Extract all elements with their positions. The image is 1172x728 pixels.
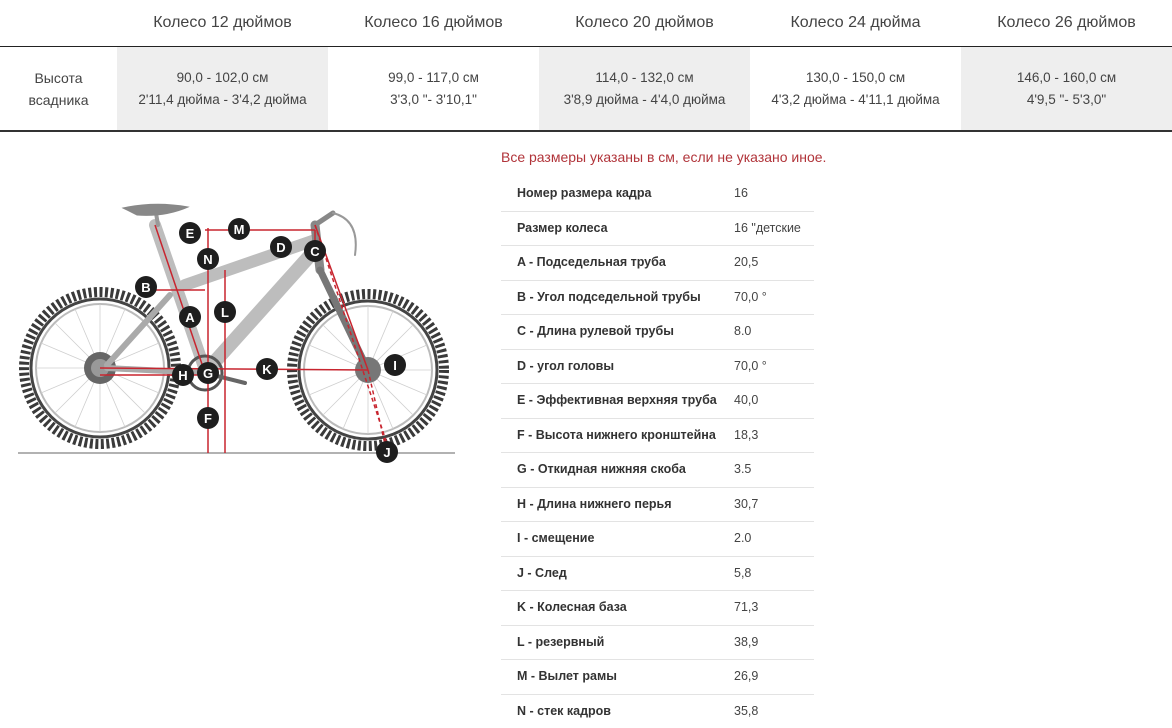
cell-inches: 4'9,5 "- 5'3,0" bbox=[1027, 89, 1106, 111]
units-note: Все размеры указаны в см, если не указано иное. bbox=[501, 149, 826, 165]
geometry-table bbox=[501, 177, 814, 728]
header-wheel-26: Колесо 26 дюймов bbox=[961, 0, 1172, 46]
svg-text:C: C bbox=[310, 244, 320, 259]
geo-param-value: 70,0 ° bbox=[734, 281, 767, 314]
table-row bbox=[501, 384, 814, 419]
cell-wheel-16 bbox=[328, 47, 539, 130]
svg-text:D: D bbox=[276, 240, 285, 255]
geo-param-name: C - Длина рулевой трубы bbox=[517, 315, 674, 348]
geo-param-name: B - Угол подседельной трубы bbox=[517, 281, 701, 314]
row-label-rider-height bbox=[0, 47, 117, 130]
geo-param-value: 71,3 bbox=[734, 591, 758, 624]
geo-param-name: M - Вылет рамы bbox=[517, 660, 617, 693]
table-row bbox=[501, 591, 814, 626]
svg-text:J: J bbox=[383, 445, 390, 460]
marker-E bbox=[179, 222, 201, 244]
table-row bbox=[501, 626, 814, 661]
geo-param-value: 8.0 bbox=[734, 315, 751, 348]
geo-param-value: 20,5 bbox=[734, 246, 758, 279]
marker-G bbox=[197, 362, 219, 384]
geo-param-name: Размер колеса bbox=[517, 212, 608, 245]
svg-text:N: N bbox=[203, 252, 212, 267]
cell-inches: 3'3,0 "- 3'10,1" bbox=[390, 89, 477, 111]
svg-text:H: H bbox=[178, 368, 187, 383]
geo-param-value: 16 bbox=[734, 177, 748, 210]
row-label-line-1: Высота bbox=[28, 67, 88, 89]
geo-param-value: 26,9 bbox=[734, 660, 758, 693]
table-row bbox=[501, 488, 814, 523]
marker-N bbox=[197, 248, 219, 270]
svg-text:I: I bbox=[393, 358, 397, 373]
geo-param-value: 18,3 bbox=[734, 419, 758, 452]
geo-param-name: J - След bbox=[517, 557, 567, 590]
cell-wheel-20 bbox=[539, 47, 750, 130]
rider-height-row bbox=[0, 47, 1172, 132]
table-row bbox=[501, 315, 814, 350]
geo-param-name: K - Колесная база bbox=[517, 591, 627, 624]
geo-param-name: L - резервный bbox=[517, 626, 604, 659]
geo-param-value: 30,7 bbox=[734, 488, 758, 521]
bike-geometry-diagram bbox=[15, 195, 465, 465]
svg-text:E: E bbox=[186, 226, 195, 241]
geo-param-name: F - Высота нижнего кронштейна bbox=[517, 419, 716, 452]
cell-cm: 99,0 - 117,0 см bbox=[388, 67, 479, 89]
header-wheel-16: Колесо 16 дюймов bbox=[328, 0, 539, 46]
geo-param-name: A - Подседельная труба bbox=[517, 246, 666, 279]
geo-param-value: 2.0 bbox=[734, 522, 751, 555]
geo-param-name: G - Откидная нижняя скоба bbox=[517, 453, 686, 486]
geo-param-value: 16 "детские bbox=[734, 212, 801, 245]
row-label-line-2: всадника bbox=[28, 89, 88, 111]
marker-H bbox=[172, 364, 194, 386]
table-row bbox=[501, 212, 814, 247]
cell-wheel-24 bbox=[750, 47, 961, 130]
geo-param-value: 3.5 bbox=[734, 453, 751, 486]
cell-inches: 3'8,9 дюйма - 4'4,0 дюйма bbox=[564, 89, 726, 111]
table-row bbox=[501, 246, 814, 281]
marker-M bbox=[228, 218, 250, 240]
svg-text:K: K bbox=[262, 362, 272, 377]
geo-param-name: E - Эффективная верхняя труба bbox=[517, 384, 717, 417]
svg-text:L: L bbox=[221, 305, 229, 320]
cell-cm: 90,0 - 102,0 см bbox=[177, 67, 269, 89]
marker-D bbox=[270, 236, 292, 258]
marker-C bbox=[304, 240, 326, 262]
cell-cm: 130,0 - 150,0 см bbox=[806, 67, 905, 89]
table-row bbox=[501, 695, 814, 728]
table-header-row bbox=[0, 0, 1172, 47]
svg-text:B: B bbox=[141, 280, 150, 295]
geo-param-name: I - смещение bbox=[517, 522, 594, 555]
svg-text:F: F bbox=[204, 411, 212, 426]
table-row bbox=[501, 281, 814, 316]
table-row bbox=[501, 350, 814, 385]
marker-L bbox=[214, 301, 236, 323]
table-row bbox=[501, 419, 814, 454]
table-row bbox=[501, 660, 814, 695]
marker-J bbox=[376, 441, 398, 463]
header-wheel-12: Колесо 12 дюймов bbox=[117, 0, 328, 46]
marker-K bbox=[256, 358, 278, 380]
geo-param-name: Номер размера кадра bbox=[517, 177, 651, 210]
table-row bbox=[501, 177, 814, 212]
cell-cm: 114,0 - 132,0 см bbox=[595, 67, 693, 89]
marker-B bbox=[135, 276, 157, 298]
header-wheel-20: Колесо 20 дюймов bbox=[539, 0, 750, 46]
header-wheel-24: Колесо 24 дюйма bbox=[750, 0, 961, 46]
svg-text:M: M bbox=[234, 222, 245, 237]
cell-cm: 146,0 - 160,0 см bbox=[1017, 67, 1116, 89]
marker-A bbox=[179, 306, 201, 328]
cell-inches: 2'11,4 дюйма - 3'4,2 дюйма bbox=[138, 89, 306, 111]
geo-param-value: 5,8 bbox=[734, 557, 751, 590]
cell-wheel-12 bbox=[117, 47, 328, 130]
cell-inches: 4'3,2 дюйма - 4'11,1 дюйма bbox=[771, 89, 939, 111]
table-row bbox=[501, 557, 814, 592]
geo-param-value: 70,0 ° bbox=[734, 350, 767, 383]
marker-F bbox=[197, 407, 219, 429]
svg-text:G: G bbox=[203, 366, 213, 381]
cell-wheel-26 bbox=[961, 47, 1172, 130]
geo-param-name: D - угол головы bbox=[517, 350, 614, 383]
geo-param-value: 35,8 bbox=[734, 695, 758, 728]
geo-param-name: N - стек кадров bbox=[517, 695, 611, 728]
geo-param-value: 40,0 bbox=[734, 384, 758, 417]
marker-I bbox=[384, 354, 406, 376]
geo-param-value: 38,9 bbox=[734, 626, 758, 659]
svg-text:A: A bbox=[185, 310, 195, 325]
geo-param-name: H - Длина нижнего перья bbox=[517, 488, 672, 521]
table-row bbox=[501, 522, 814, 557]
table-row bbox=[501, 453, 814, 488]
